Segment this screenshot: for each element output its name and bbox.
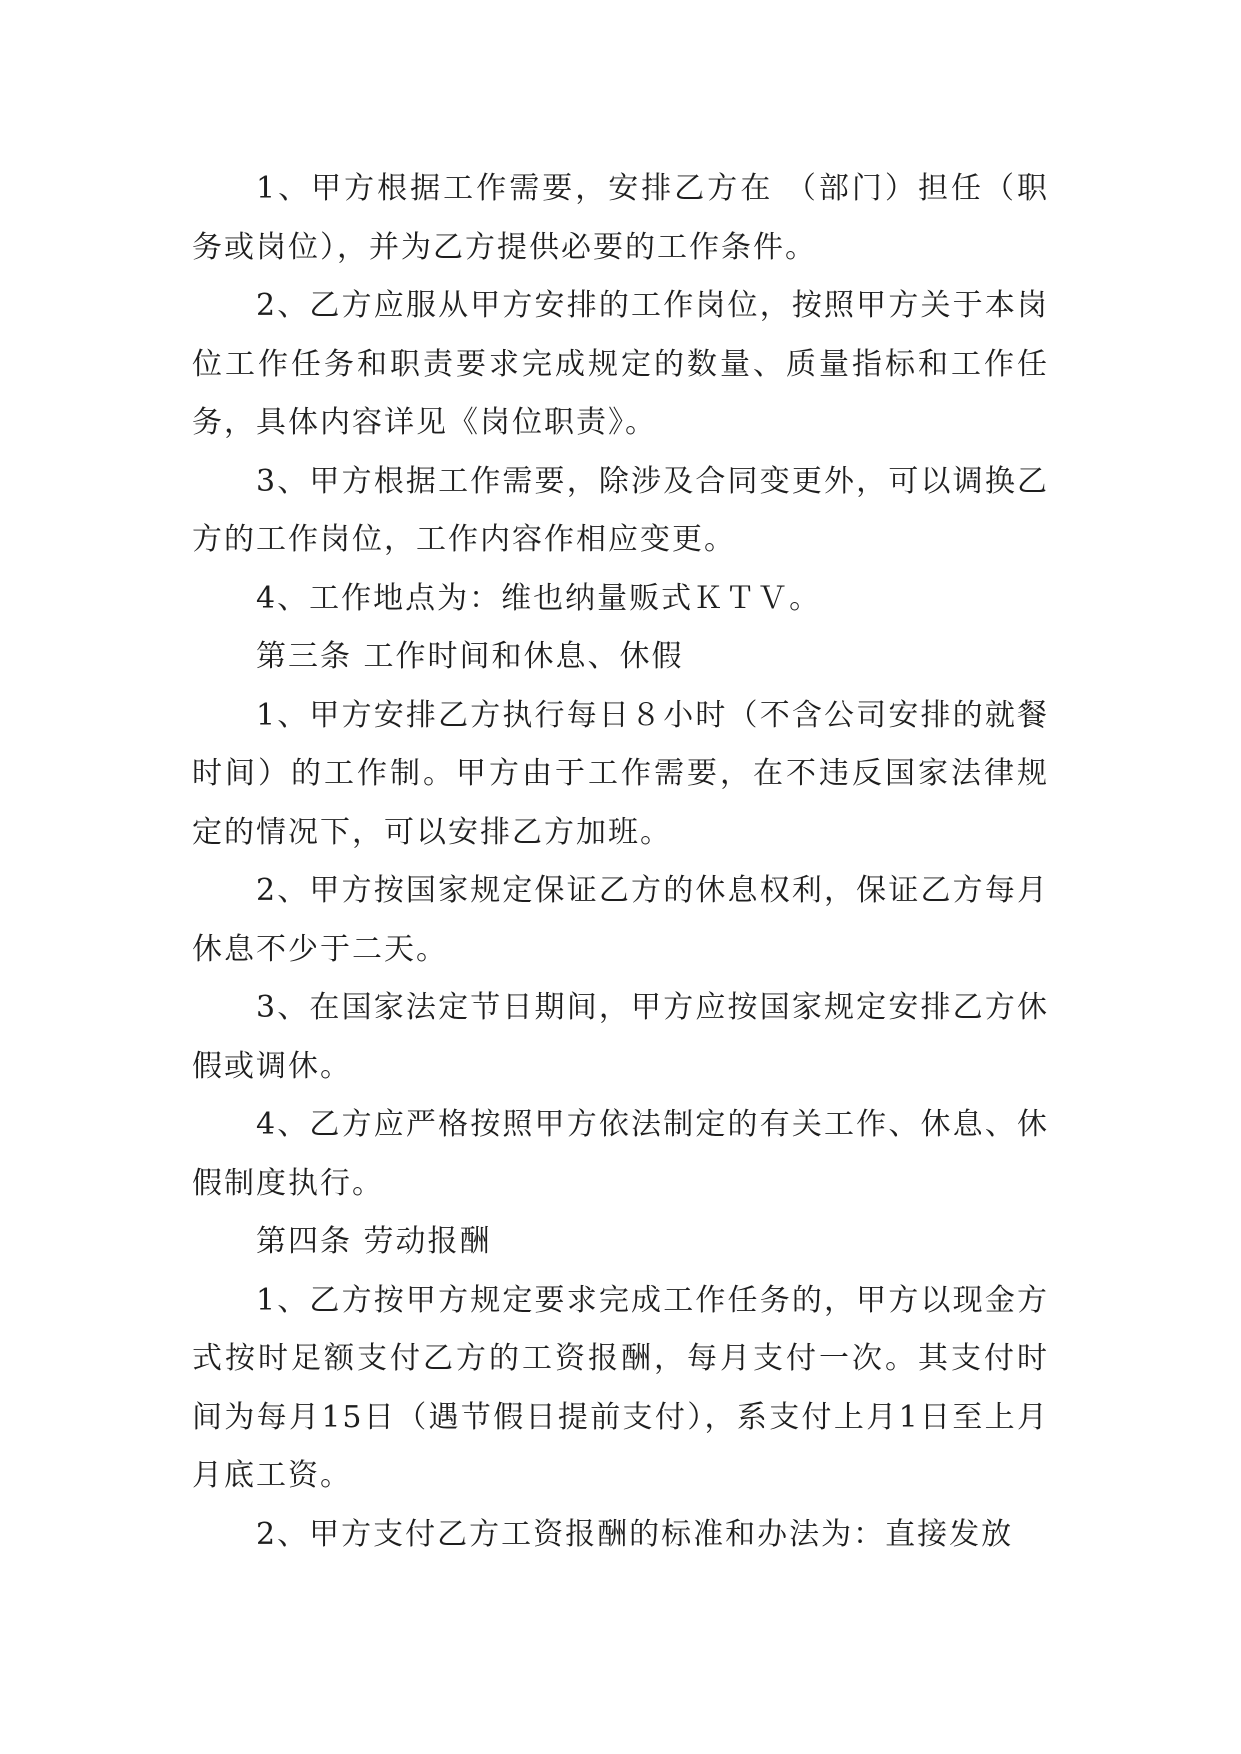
clause-2-item-2: 2、乙方应服从甲方安排的工作岗位，按照甲方关于本岗位工作任务和职责要求完成规定的数量、质量指标和工作任务，具体内容详见《岗位职责》。 (192, 288, 1049, 440)
clause-3-item-3: 3、在国家法定节日期间，甲方应按国家规定安排乙方休假或调休。 (192, 990, 1049, 1084)
clause-2-item-1: 1、甲方根据工作需要，安排乙方在 （部门）担任（职务或岗位），并为乙方提供必要的工作条件。 (192, 171, 1049, 265)
clause-3-item-2: 2、甲方按国家规定保证乙方的休息权利，保证乙方每月休息不少于二天。 (192, 873, 1049, 967)
clause-3-heading: 第三条 工作时间和休息、休假 (256, 639, 684, 674)
clause-3-item-4: 4、乙方应严格按照甲方依法制定的有关工作、休息、休假制度执行。 (192, 1107, 1049, 1201)
clause-4-item-1: 1、乙方按甲方规定要求完成工作任务的，甲方以现金方式按时足额支付乙方的工资报酬，每月支付一次。其支付时间为每月15日（遇节假日提前支付），系支付上月1日至上月月底工资。 (192, 1282, 1049, 1493)
clause-4-heading: 第四条 劳动报酬 (256, 1224, 492, 1259)
clause-4-item-2: 2、甲方支付乙方工资报酬的标准和办法为：直接发放 (256, 1516, 1014, 1552)
clause-2-item-4: 4、工作地点为：维也纳量贩式ＫＴＶ。 (256, 580, 822, 616)
clause-3-item-1: 1、甲方安排乙方执行每日８小时（不含公司安排的就餐时间）的工作制。甲方由于工作需要，在不违反国家法律规定的情况下，可以安排乙方加班。 (192, 697, 1049, 850)
document-body (192, 160, 1049, 1564)
clause-2-item-3: 3、甲方根据工作需要，除涉及合同变更外，可以调换乙方的工作岗位，工作内容作相应变更。 (192, 463, 1049, 557)
